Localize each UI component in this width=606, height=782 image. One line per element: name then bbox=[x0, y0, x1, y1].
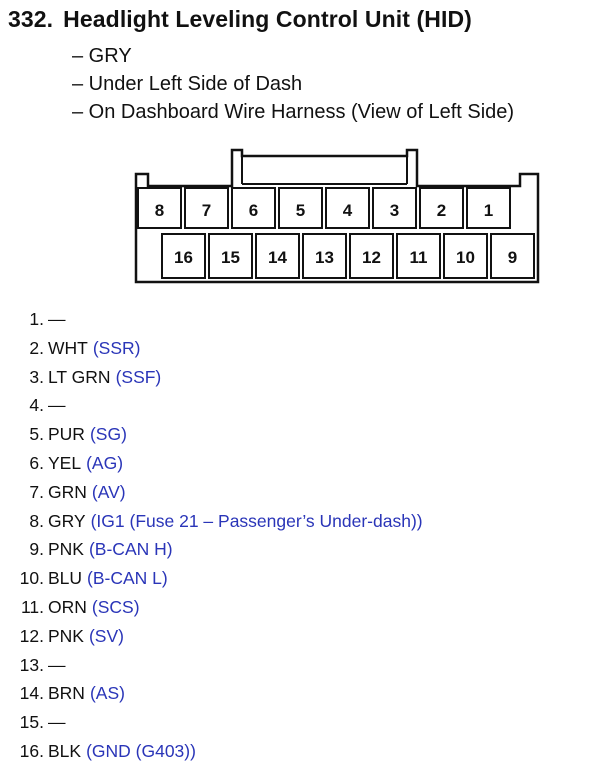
pin-number: 7. bbox=[29, 481, 44, 502]
connector-pin-label: 2 bbox=[436, 201, 447, 220]
pin-row bbox=[0, 305, 71, 333]
pin-wire-color: PNK bbox=[48, 625, 84, 646]
pin-number: 8. bbox=[29, 510, 44, 531]
connector-pin-label: 13 bbox=[315, 248, 334, 267]
pin-row bbox=[0, 363, 161, 391]
connector-pin-label: 8 bbox=[154, 201, 165, 220]
connector-pin-label: 6 bbox=[248, 201, 259, 220]
pin-wire-color: ORN bbox=[48, 597, 87, 617]
pin-wire-color: YEL bbox=[48, 453, 82, 473]
pin-wire-color: BLK bbox=[48, 741, 82, 761]
connector-pin-label: 10 bbox=[456, 248, 475, 267]
pin-row bbox=[0, 679, 125, 707]
pin-signal: (AV) bbox=[91, 481, 126, 502]
pin-number: 15. bbox=[19, 712, 44, 733]
connector-pin-label: 11 bbox=[409, 248, 428, 267]
pin-signal: (SV) bbox=[88, 625, 124, 646]
connector-pin-label: 4 bbox=[342, 201, 353, 220]
connector-pin-label: 1 bbox=[483, 201, 494, 220]
connector-pin-label: 9 bbox=[507, 248, 518, 267]
connector-details bbox=[72, 42, 514, 126]
pin-signal: (SG) bbox=[89, 424, 127, 445]
connector-pin-label: 3 bbox=[389, 201, 400, 220]
pin-number: 13. bbox=[19, 654, 44, 675]
pin-row bbox=[0, 564, 168, 592]
connector-pin-label: 12 bbox=[362, 248, 381, 267]
pin-number: 12. bbox=[19, 625, 44, 646]
pin-number: 5. bbox=[29, 424, 44, 445]
pin-number: 14. bbox=[19, 683, 44, 704]
pin-number: 3. bbox=[29, 366, 44, 387]
connector-pin-label: 15 bbox=[221, 248, 240, 267]
pin-wire-color: BLU bbox=[48, 568, 83, 589]
pin-wire-color: BRN bbox=[48, 683, 85, 704]
pin-wire-color: GRY bbox=[48, 510, 86, 531]
pin-row bbox=[0, 507, 423, 535]
pin-row bbox=[0, 334, 141, 362]
pin-number: 11. bbox=[20, 597, 44, 617]
pin-row bbox=[0, 535, 173, 563]
connector-pin-label: 14 bbox=[268, 248, 287, 267]
pin-wire-color: — bbox=[48, 395, 66, 416]
connector-pin-label: 5 bbox=[295, 201, 306, 220]
pin-signal: (SSF) bbox=[115, 366, 162, 387]
pin-signal: (SSR) bbox=[92, 337, 141, 358]
pin-number: 9. bbox=[29, 539, 44, 560]
pin-number: 16. bbox=[19, 741, 44, 761]
pin-wire-color: — bbox=[48, 712, 66, 733]
pin-wire-color: LT GRN bbox=[48, 366, 111, 387]
pin-signal: (GND (G403)) bbox=[86, 741, 196, 761]
detail-location: – Under Left Side of Dash bbox=[72, 73, 303, 95]
pin-row bbox=[0, 622, 124, 650]
pin-row bbox=[0, 737, 196, 765]
pin-row bbox=[0, 391, 71, 419]
connector-pin-label: 16 bbox=[174, 248, 193, 267]
pin-row bbox=[0, 420, 127, 448]
connector-pin-label: 7 bbox=[201, 201, 212, 220]
pin-row bbox=[0, 651, 71, 679]
pin-row bbox=[0, 708, 71, 736]
pin-number: 10. bbox=[19, 568, 44, 589]
pin-row bbox=[0, 449, 123, 477]
pin-wire-color: PUR bbox=[48, 424, 85, 445]
detail-harness: – On Dashboard Wire Harness (View of Left Side) bbox=[72, 101, 515, 123]
connector-diagram bbox=[120, 140, 560, 290]
pin-wire-color: PNK bbox=[48, 539, 84, 560]
pin-signal: (B-CAN H) bbox=[88, 539, 173, 560]
connector-latch bbox=[242, 156, 407, 184]
pin-row bbox=[0, 593, 140, 621]
pin-wire-color: GRN bbox=[48, 481, 87, 502]
pin-number: 1. bbox=[29, 309, 44, 329]
title-number: 332. bbox=[8, 6, 54, 32]
pin-number: 2. bbox=[29, 337, 44, 358]
pin-number: 6. bbox=[29, 453, 44, 473]
page-title bbox=[8, 6, 472, 33]
pin-wire-color: — bbox=[48, 654, 66, 675]
detail-color: – GRY bbox=[72, 45, 132, 67]
pin-signal: (B-CAN L) bbox=[87, 568, 168, 589]
pin-row bbox=[0, 478, 126, 506]
connector-housing bbox=[136, 150, 538, 282]
pin-number: 4. bbox=[29, 395, 44, 416]
pin-wire-color: — bbox=[48, 309, 66, 329]
pin-signal: (SCS) bbox=[91, 597, 140, 617]
pin-signal: (AG) bbox=[86, 453, 124, 473]
pin-signal: (IG1 (Fuse 21 – Passenger’s Under-dash)) bbox=[90, 510, 423, 531]
pin-wire-color: WHT bbox=[48, 337, 88, 358]
pin-signal: (AS) bbox=[89, 683, 125, 704]
title-text: Headlight Leveling Control Unit (HID) bbox=[63, 6, 472, 32]
